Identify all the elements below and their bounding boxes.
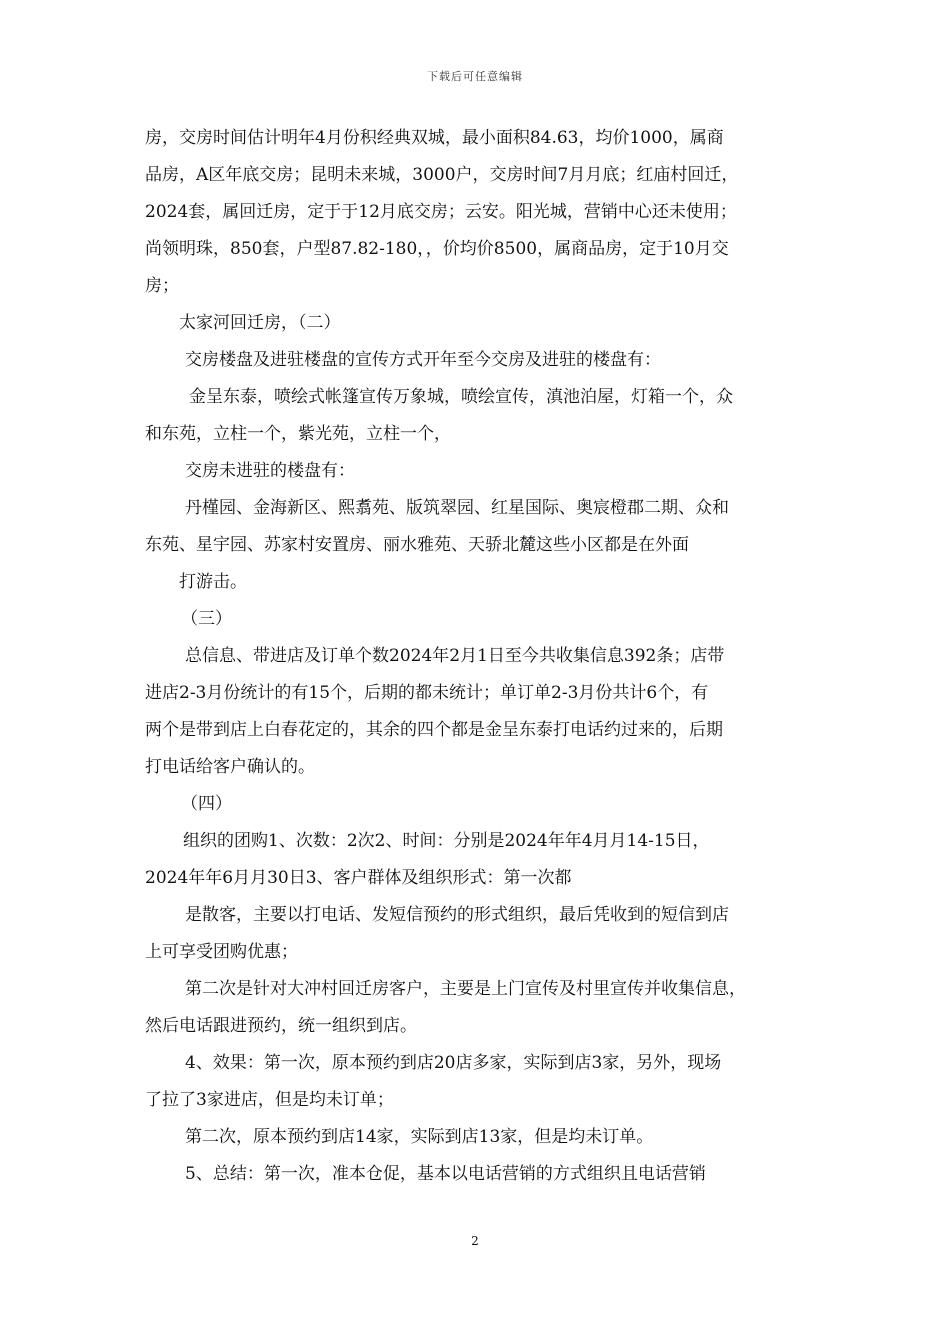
text-line: 和东苑，立柱一个，紫光苑，立柱一个， xyxy=(145,424,451,444)
text-line: （四） xyxy=(181,794,232,814)
text-line: 丹槿园、金海新区、熙翥苑、版筑翠园、红星国际、奥宸橙郡二期、众和 xyxy=(185,498,729,518)
text-line: （三） xyxy=(181,609,232,629)
text-line: 上可享受团购优惠； xyxy=(145,942,298,962)
text-line: 然后电话跟进预约，统一组织到店。 xyxy=(145,1016,417,1036)
text-line: 4、效果：第一次，原本预约到店20店多家，实际到店3家，另外，现场 xyxy=(185,1053,722,1073)
text-line: 尚领明珠，850套，户型87.82-180，，价均价8500，属商品房，定于10月交 xyxy=(145,239,729,259)
text-line: 组织的团购1、次数：2次2、时间：分别是2024年年4月月14-15日， xyxy=(183,831,710,851)
text-line: 5、总结：第一次，准本仓促，基本以电话营销的方式组织且电话营销 xyxy=(185,1164,706,1184)
text-line: 进店2-3月份统计的有15个，后期的都未统计；单订单2-3月份共计6个，有 xyxy=(145,683,709,703)
text-line: 2024年年6月月30日3、客户群体及组织形式：第一次都 xyxy=(145,868,572,888)
text-line: 2024套，属回迁房，定于于12月底交房；云安。阳光城，营销中心还未使用； xyxy=(145,202,737,222)
page-header: 下载后可任意编辑 xyxy=(427,70,523,83)
text-line: 第二次，原本预约到店14家，实际到店13家，但是均未订单。 xyxy=(185,1127,654,1147)
text-line: 金呈东泰，喷绘式帐篷宣传万象城，喷绘宣传，滇池泊屋，灯箱一个，众 xyxy=(189,387,733,407)
text-line: 交房未进驻的楼盘有： xyxy=(185,461,355,481)
text-line: 东苑、星宇园、苏家村安置房、丽水雅苑、天骄北麓这些小区都是在外面 xyxy=(145,535,689,555)
document-body xyxy=(145,120,815,1193)
text-line: 总信息、带进店及订单个数2024年2月1日至今共收集信息392条；店带 xyxy=(185,646,725,666)
text-line: 第二次是针对大冲村回迁房客户，主要是上门宣传及村里宣传并收集信息， xyxy=(185,979,746,999)
text-line: 太家河回迁房，（二） xyxy=(179,313,341,333)
text-line: 交房楼盘及进驻楼盘的宣传方式开年至今交房及进驻的楼盘有： xyxy=(185,350,661,370)
text-line: 两个是带到店上白春花定的，其余的四个都是金呈东泰打电话约过来的，后期 xyxy=(145,720,723,740)
text-line: 房； xyxy=(145,276,179,296)
text-line: 品房，A区年底交房；昆明未来城，3000户，交房时间7月月底；红庙村回迁， xyxy=(145,165,739,185)
page-number: 2 xyxy=(471,1234,479,1248)
text-line: 打电话给客户确认的。 xyxy=(145,757,315,777)
text-line: 打游击。 xyxy=(179,572,247,592)
text-line: 房，交房时间估计明年4月份积经典双城，最小面积84.63，均价1000，属商 xyxy=(145,128,724,148)
text-line: 了拉了3家进店，但是均未订单； xyxy=(145,1090,394,1110)
text-line: 是散客，主要以打电话、发短信预约的形式组织，最后凭收到的短信到店 xyxy=(185,905,729,925)
